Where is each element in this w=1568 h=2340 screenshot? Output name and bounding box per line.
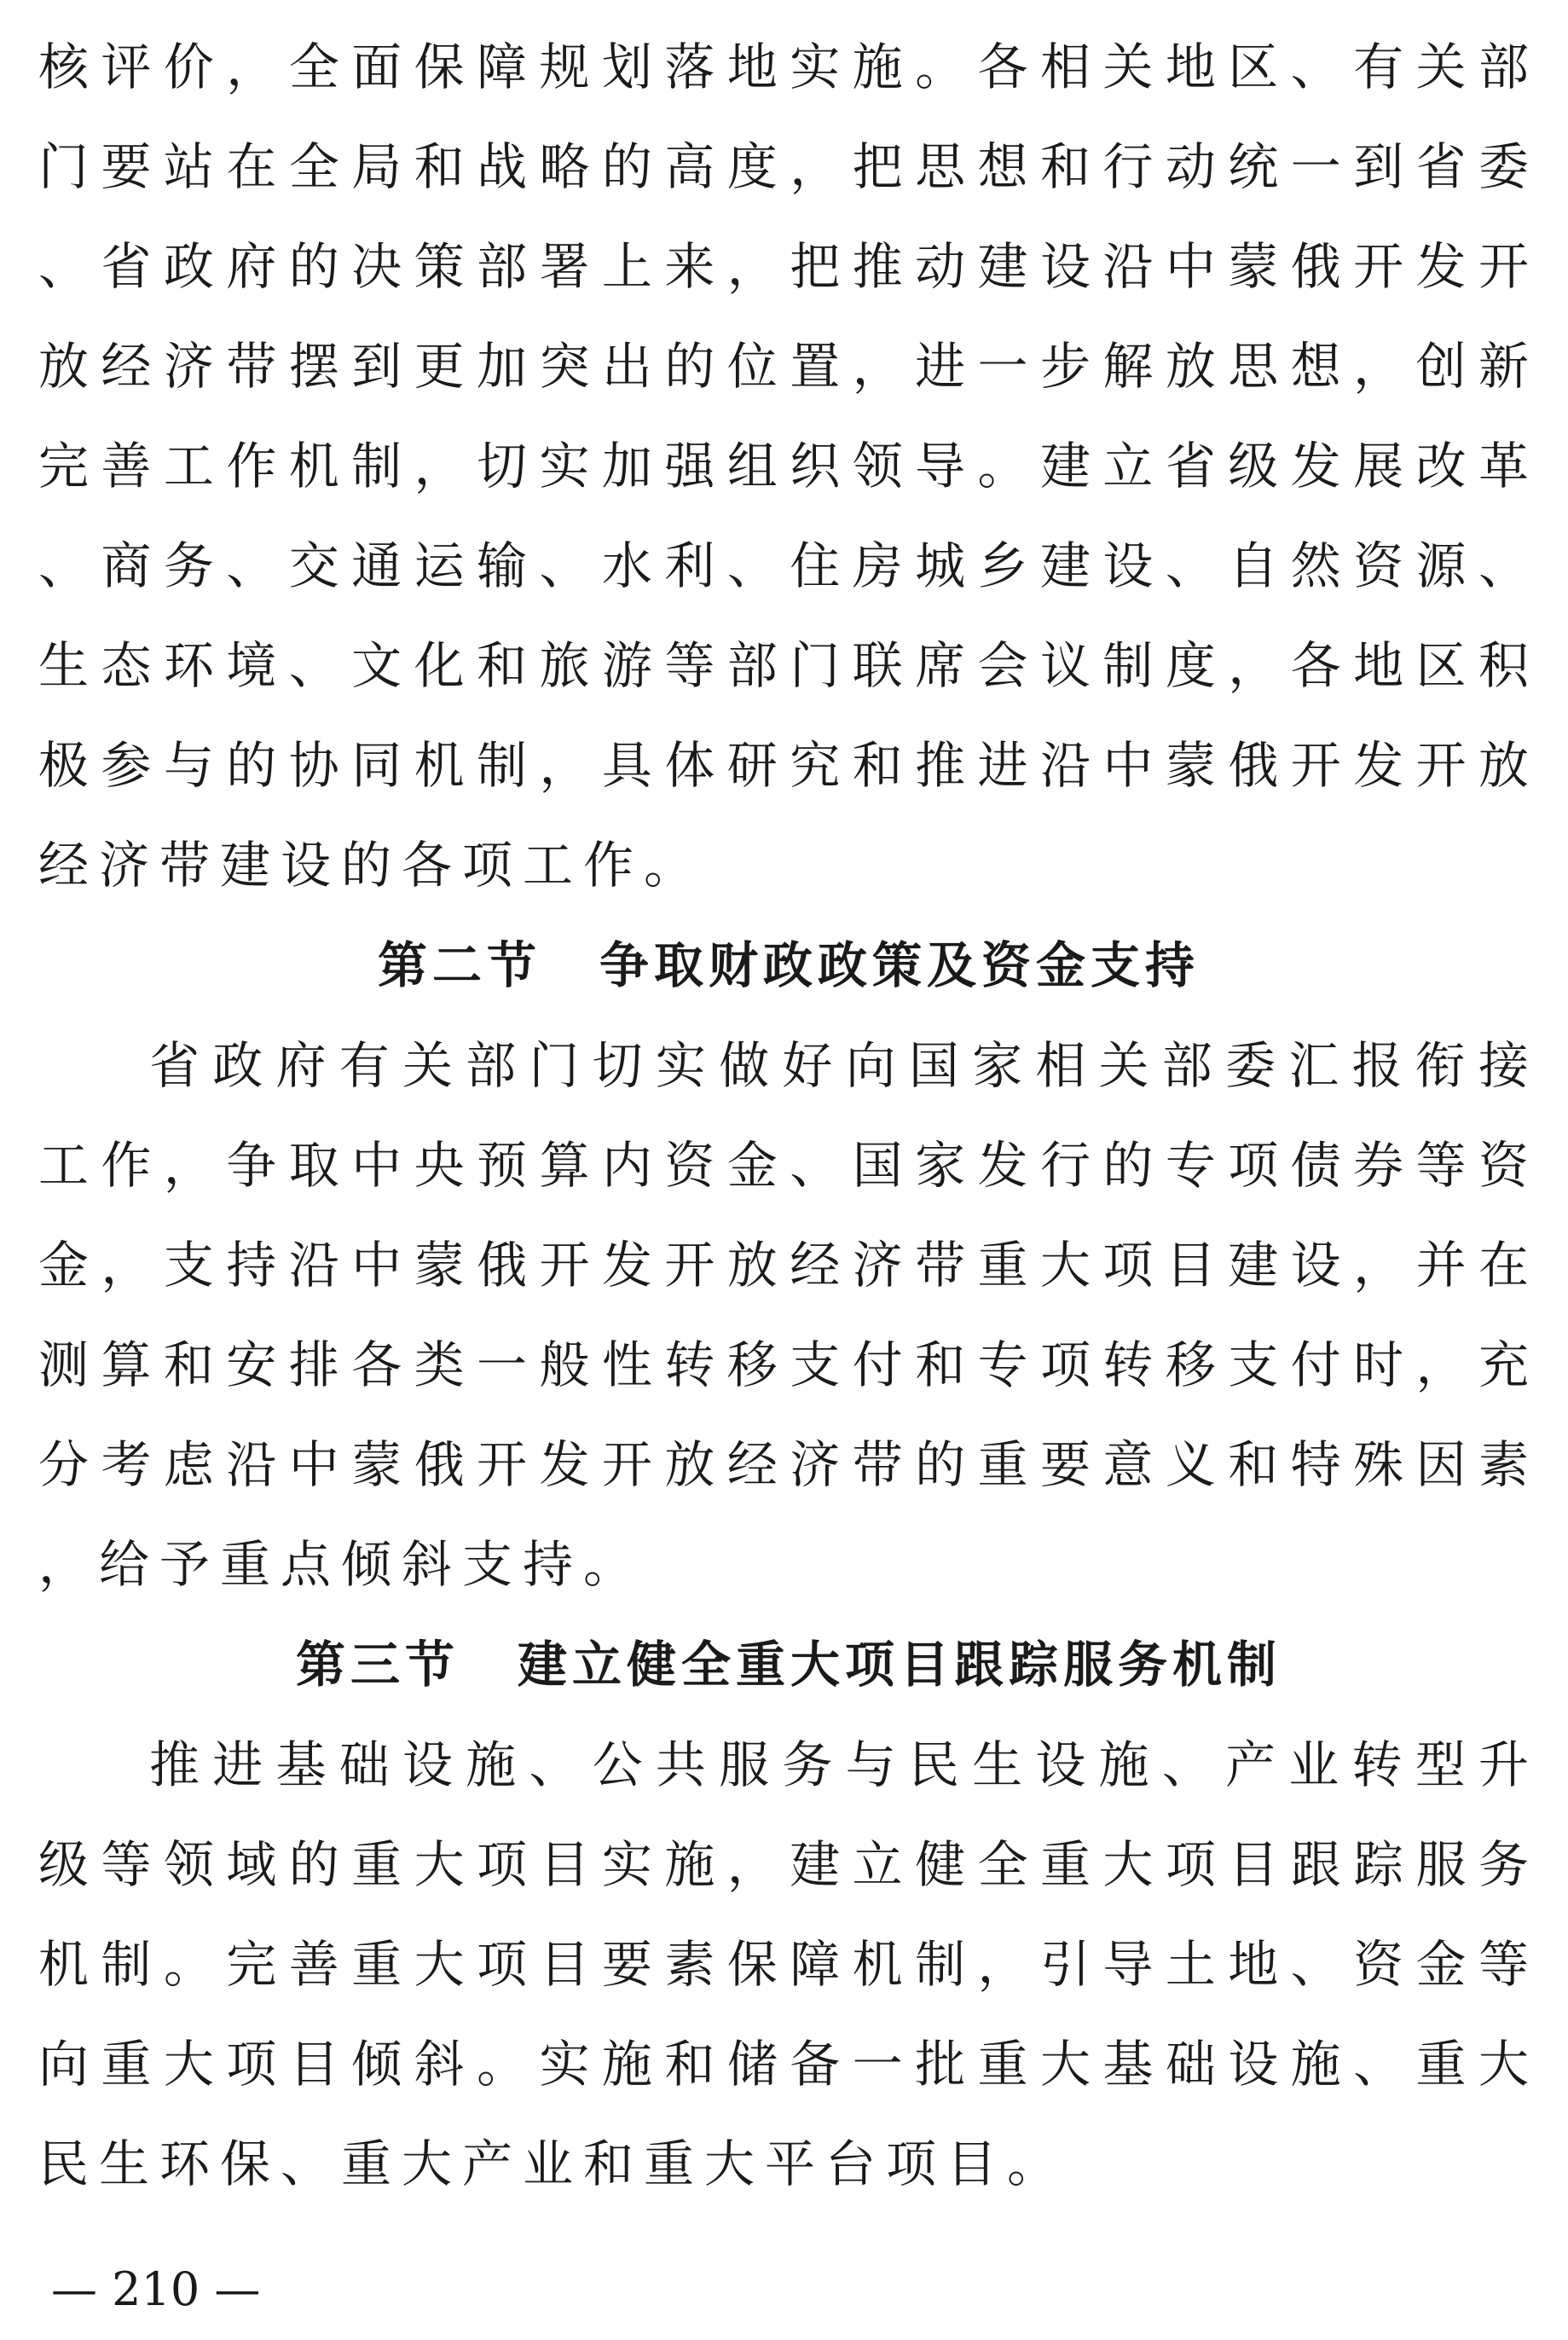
- section-number: 第三节: [295, 1636, 460, 1694]
- section-title: 争取财政政策及资金支持: [599, 936, 1201, 994]
- section-number: 第二节: [377, 936, 541, 994]
- section-heading-2: [38, 915, 1539, 1016]
- section-title: 建立健全重大项目跟踪服务机制: [518, 1636, 1282, 1694]
- section-3-body: 推进基础设施、公共服务与民生设施、产业转型升级等领域的重大项目实施，建立健全重大项目跟踪服务机制。完善重大项目要素保障机制，引导土地、资金等向重大项目倾斜。实施和储备一批重大基础设施、重大民生环保、重大产业和重大平台项目。: [38, 1735, 1539, 2193]
- section-2-body: 省政府有关部门切实做好向国家相关部委汇报衔接工作，争取中央预算内资金、国家发行的专项债券等资金，支持沿中蒙俄开发开放经济带重大项目建设，并在测算和安排各类一般性转移支付和专项转移支付时，充分考虑沿中蒙俄开发开放经济带的重要意义和特殊因素，给予重点倾斜支持。: [38, 1036, 1539, 1594]
- page-number-footer: — 210 —: [51, 2262, 261, 2316]
- section-heading-3: [38, 1614, 1539, 1715]
- paragraph-continuation: 核评价，全面保障规划落地实施。各相关地区、有关部门要站在全局和战略的高度，把思想和行动统一到省委、省政府的决策部署上来，把推动建设沿中蒙俄开发开放经济带摆到更加突出的位置，进一步解放思想，创新完善工作机制，切实加强组织领导。建立省级发展改革、商务、交通运输、水利、住房城乡建设、自然资源、生态环境、文化和旅游等部门联席会议制度，各地区积极参与的协同机制，具体研究和推进沿中蒙俄开发开放经济带建设的各项工作。: [38, 38, 1539, 895]
- document-page: [38, 17, 1539, 2214]
